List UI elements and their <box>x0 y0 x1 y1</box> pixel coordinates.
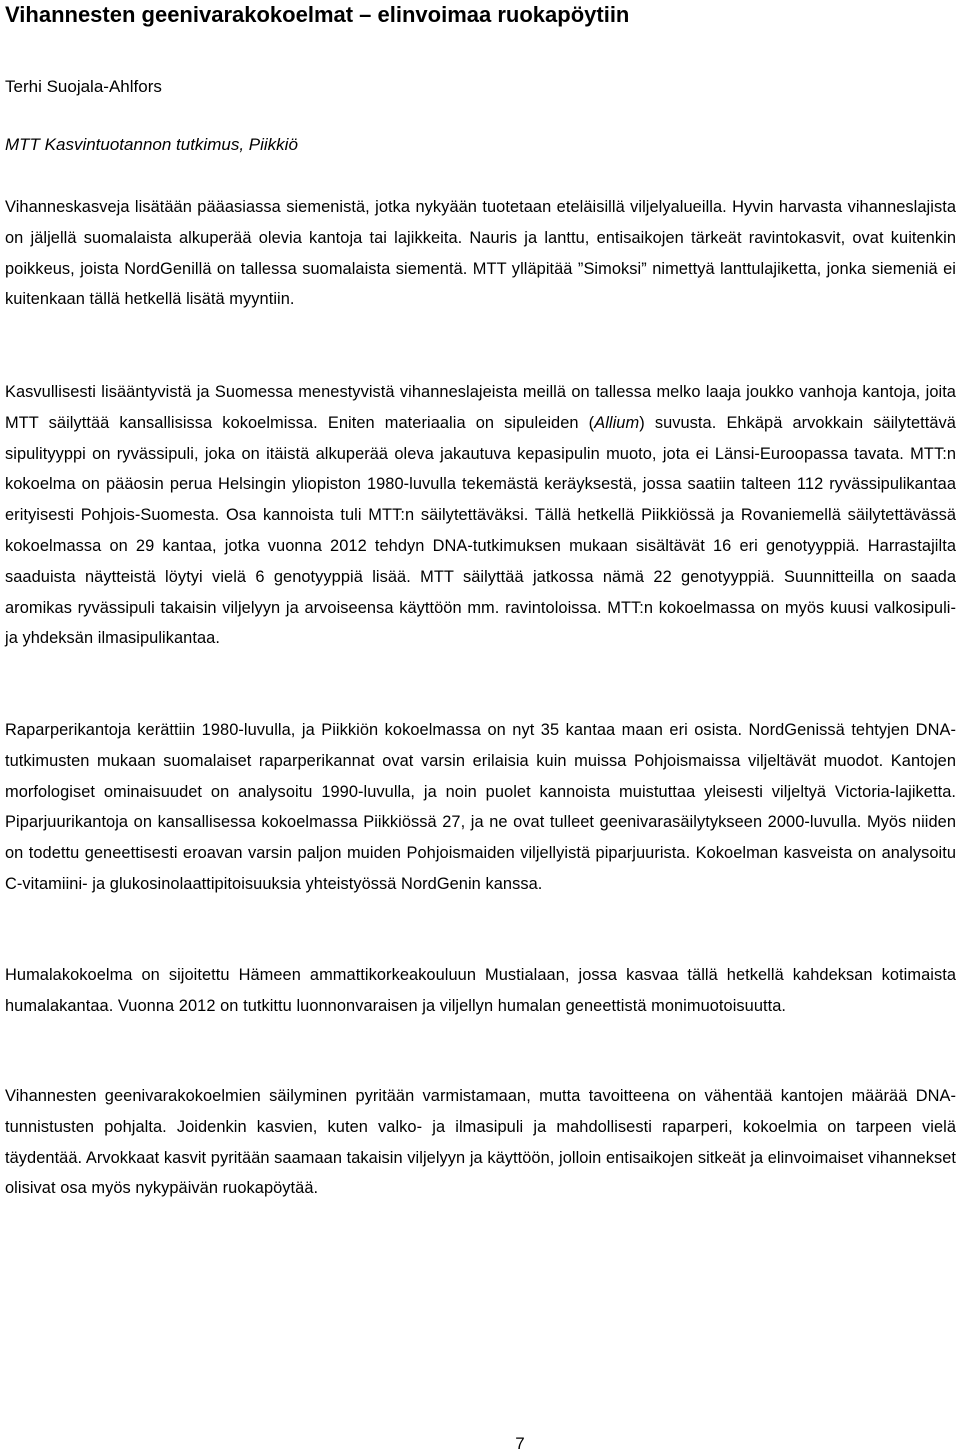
author-affiliation: MTT Kasvintuotannon tutkimus, Piikkiö <box>5 135 298 154</box>
document-title: Vihannesten geenivarakokoelmat – elinvoimaa ruokapöytiin <box>5 2 630 27</box>
paragraph-hop-collection: Humalakokoelma on sijoitettu Hämeen ammattikorkeakouluun Mustialaan, jossa kasvaa tällä hetkellä kahdeksan kotimaista humalakantaa. Vuonna 2012 on tutkittu luonnonvaraisen ja viljellyn humalan geneettistä monimuotoisuutta. <box>5 966 956 1015</box>
paragraph-conclusion: Vihannesten geenivarakokoelmien säilyminen pyritään varmistamaan, mutta tavoitteena on vähentää kantojen määrää DNA-tunnistusten pohjalta. Joidenkin kasvien, kuten valko- ja ilmasipuli ja mahdollisesti raparperi, kokoelmia on tarpeen vielä täydentää. Arvokkaat kasvit pyritään saamaan takaisin viljelyyn ja käyttöön, jolloin entisaikojen sitkeät ja elinvoimaiset vihannekset olisivat osa myös nykypäivän ruokapöytää. <box>5 1087 957 1198</box>
author-name: Terhi Suojala-Ahlfors <box>5 77 162 96</box>
paragraph-onion-collection <box>5 377 956 654</box>
paragraph-root-vegetables: Vihanneskasveja lisätään pääasiassa siemenistä, jotka nykyään tuotetaan eteläisillä viljelyalueilla. Hyvin harvasta vihanneslajista on jäljellä suomalaista alkuperää olevia kantoja tai lajikkeita. Nauris ja lanttu, entisaikojen tärkeät ravintokasvit, ovat kuitenkin poikkeus, joista NordGenillä on tallessa suomalaista siementä. MTT ylläpitää ”Simoksi” nimettyä lanttulajiketta, jonka siemeniä ei kuitenkaan tällä hetkellä lisätä myyntiin. <box>5 198 956 309</box>
paragraph-text-segment: ) suvusta. Ehkäpä arvokkain säilytettävä sipulityyppi on ryvässipuli, joka on itäistä alkuperää oleva jakautuva kepasipulin muoto, jota ei Länsi-Euroopassa tavata. MTT:n kokoelma on pääosin perua Helsingin yliopiston 1980-luvulla tekemästä keräyksestä, jossa saatiin talteen 112 ryvässipulikantaa erityisesti Pohjois-Suomesta. Osa kannoista tuli MTT:n säilytettäväksi. Tällä hetkellä Piikkiössä ja Rovaniemellä säilytettävässä kokoelmassa on 29 kantaa, jotka vuonna 2012 tehdyn DNA-tutkimuksen mukaan sisältävät 16 eri genotyyppiä. Harrastajilta saaduista näytteistä löytyi vielä 6 genotyyppiä lisää. MTT säilyttää jatkossa nämä 22 genotyyppiä. Suunnitteilla on saada aromikas ryvässipuli takaisin viljelyyn ja arvoiseensa käyttöön mm. ravintoloissa. MTT:n kokoelmassa on myös kuusi valkosipuli- ja yhdeksän ilmasipulikantaa. <box>5 413 956 648</box>
paragraph-rhubarb-horseradish: Raparperikantoja kerättiin 1980-luvulla, ja Piikkiön kokoelmassa on nyt 35 kantaa maan eri osista. NordGenissä tehtyjen DNA-tutkimusten mukaan suomalaiset raparperikannat ovat varsin erilaisia kuin muissa Pohjoismaissa viljeltävät muodot. Kantojen morfologiset ominaisuudet on analysoitu 1990-luvulla, ja noin puolet kannoista muistuttaa yleisesti viljeltyä Victoria-lajiketta. Piparjuurikantoja on kansallisessa kokoelmassa Piikkiössä 27, ja ne ovat tulleet geenivarasäilytykseen 2000-luvulla. Myös niiden on todettu geneettisesti eroavan varsin paljon muiden Pohjoismaiden viljellyistä piparjuurista. Kokoelman kasveista on analysoitu C-vitamiini- ja glukosinolaattipitoisuuksia yhteistyössä NordGenin kanssa. <box>5 721 956 893</box>
page-number: 7 <box>515 1434 525 1453</box>
allium-genus-name: Allium <box>594 413 640 432</box>
paragraph-text-segment: Kasvullisesti lisääntyvistä ja Suomessa menestyvistä vihanneslajeista meillä on tallessa melko laaja joukko vanhoja kantoja, joita MTT säilyttää kansallisissa kokoelmissa. Eniten materiaalia on sipuleiden ( <box>5 383 956 432</box>
